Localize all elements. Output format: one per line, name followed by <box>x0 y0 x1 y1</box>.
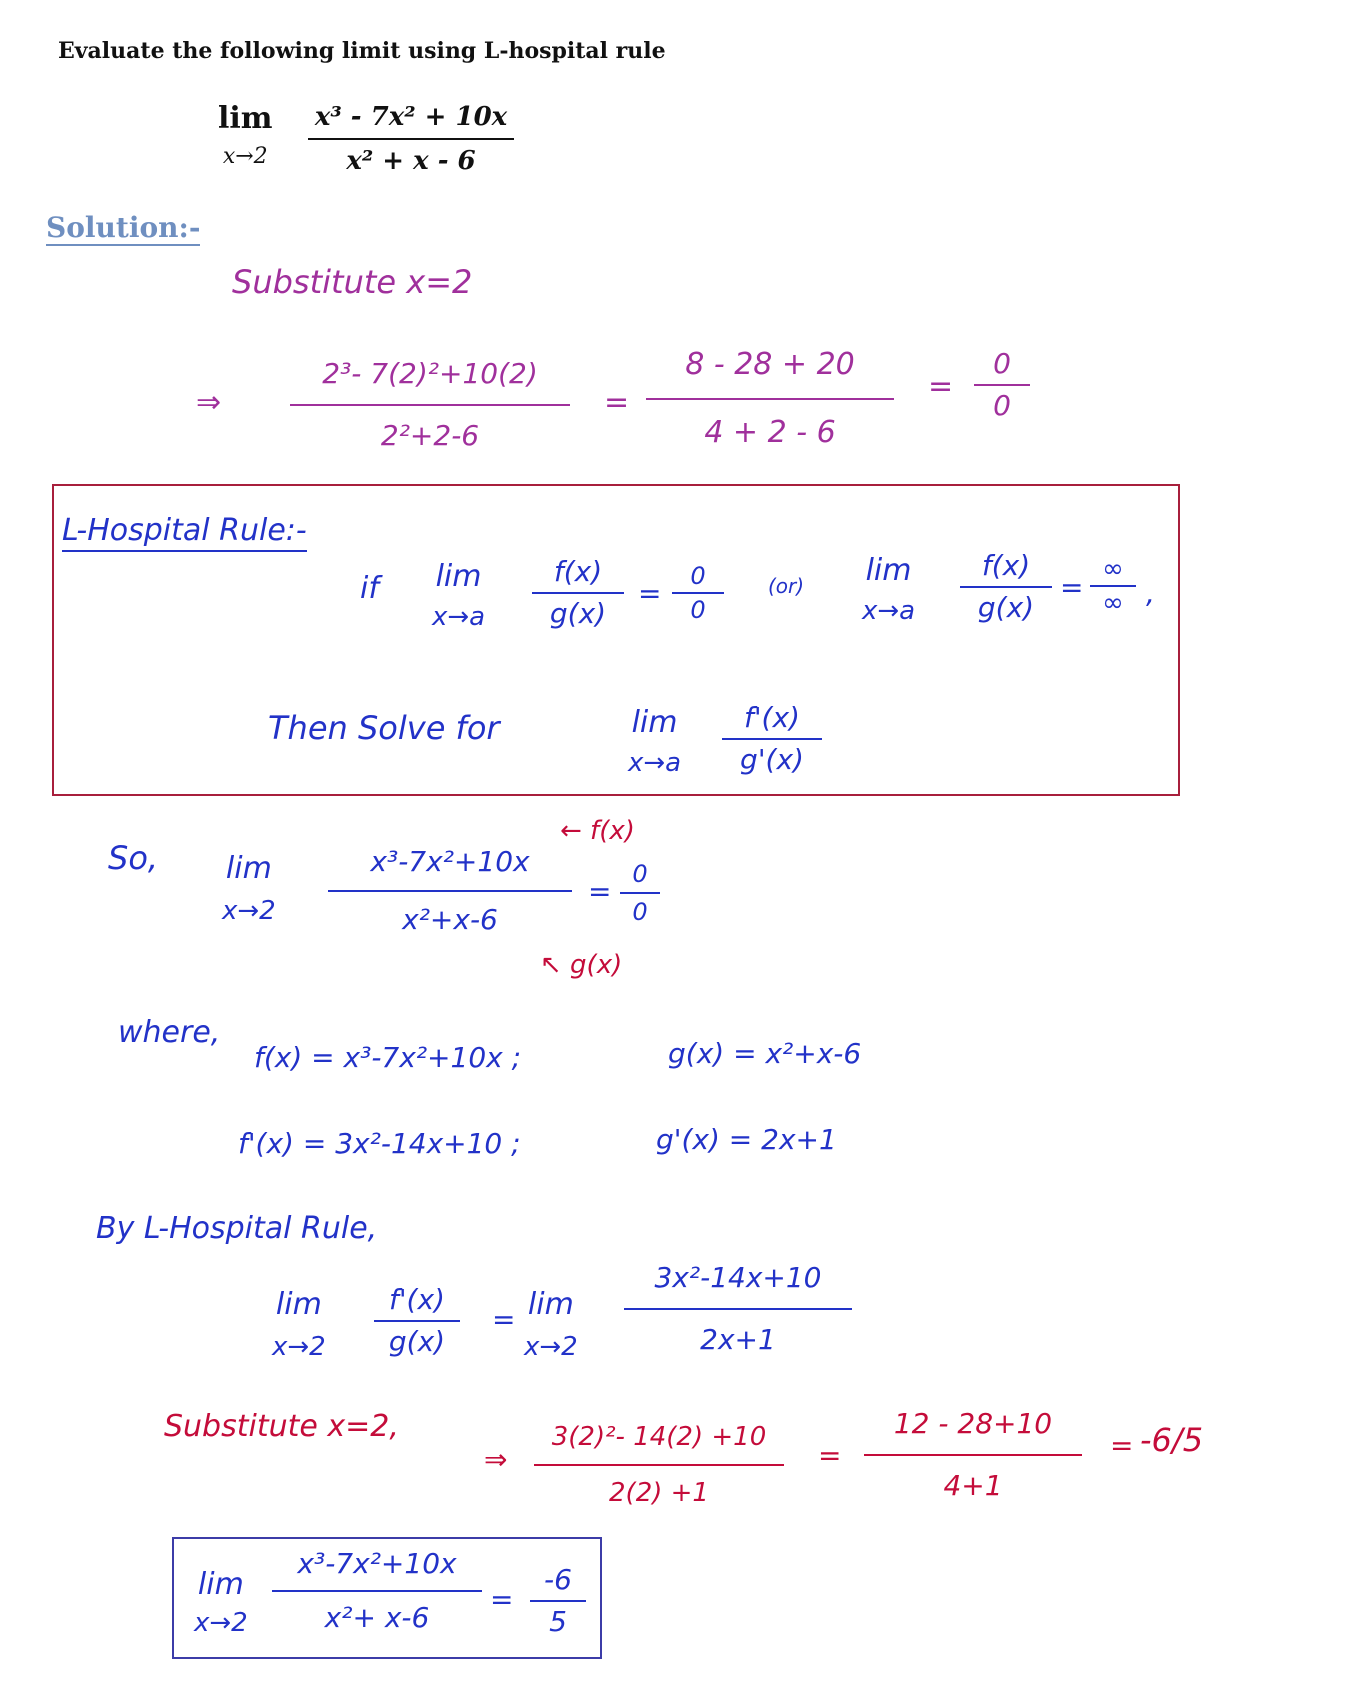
rule-lim-1 <box>432 559 486 632</box>
answer-fraction <box>272 1547 482 1634</box>
rule-f2: f(x) <box>981 549 1031 582</box>
rule-then: Then Solve for <box>268 709 500 747</box>
fraction-bar <box>534 1464 784 1466</box>
substitute2-result: -6/5 <box>1140 1421 1204 1459</box>
rule-title: L-Hospital Rule:- <box>62 516 307 552</box>
rule-g: g(x) <box>549 597 607 630</box>
f-definition: f(x) = x³-7x²+10x ; <box>254 1041 522 1074</box>
rule-fraction-1 <box>532 555 624 630</box>
header-numerator: x³ - 7x² + 10x <box>314 102 508 132</box>
fraction-bar <box>1090 585 1136 587</box>
gp-definition: g'(x) = 2x+1 <box>656 1123 837 1156</box>
lim-subscript: x→2 <box>222 144 268 169</box>
substitute2-denominator-1: 2(2) +1 <box>609 1478 709 1508</box>
rule-equals-1: = <box>638 577 662 610</box>
step1-denominator-3: 0 <box>993 389 1011 422</box>
fraction-bar <box>646 398 894 400</box>
substitute2-numerator-2: 12 - 28+10 <box>893 1407 1053 1440</box>
so-zero-fraction <box>620 862 660 924</box>
so-fraction <box>328 845 572 936</box>
rule-fp: f'(x) <box>744 701 800 734</box>
rule-f: f(x) <box>553 555 603 588</box>
lim-word: lim <box>631 705 678 740</box>
question-text: Evaluate the following limit using L-hospital rule <box>58 38 666 64</box>
rule-zero-num: 0 <box>690 562 706 590</box>
g-definition: g(x) = x²+x-6 <box>668 1037 862 1070</box>
step1-numerator-3: 0 <box>993 347 1011 380</box>
lim-subscript: x→2 <box>222 896 276 926</box>
by-rule-equals: = <box>492 1303 516 1336</box>
substitute2-fraction-1 <box>534 1424 784 1506</box>
fp-definition: f'(x) = 3x²-14x+10 ; <box>238 1127 521 1160</box>
rule-comma: , <box>1146 577 1155 610</box>
step1-denominator-2: 4 + 2 - 6 <box>704 415 836 450</box>
rule-inf-num: ∞ <box>1102 554 1124 584</box>
fraction-bar <box>624 1308 852 1310</box>
substitute2-denominator-2: 4+1 <box>943 1469 1003 1502</box>
substitute2-equals-1: = <box>818 1439 842 1472</box>
fraction-bar <box>290 404 570 406</box>
step1-equals-1: = <box>604 385 630 420</box>
substitute2-instruction: Substitute x=2, <box>164 1409 399 1444</box>
substitute2-equals-2: = <box>1110 1429 1134 1462</box>
rule-g2: g(x) <box>977 591 1035 624</box>
by-rule-gp: g(x) <box>388 1325 446 1358</box>
rule-gp: g'(x) <box>740 743 804 776</box>
fraction-bar <box>620 892 660 894</box>
fraction-bar <box>532 592 624 594</box>
rule-zero-fraction <box>672 564 724 622</box>
so-equals: = <box>588 875 612 908</box>
step1-numerator-1: 2³- 7(2)²+10(2) <box>322 357 538 390</box>
substitute-instruction: Substitute x=2 <box>232 263 473 301</box>
step1-denominator-1: 2²+2-6 <box>380 419 480 452</box>
g-tag: ↖ g(x) <box>540 950 623 980</box>
lim-word: lim <box>865 553 912 588</box>
by-rule-heading: By L-Hospital Rule, <box>96 1211 378 1246</box>
answer-equals: = <box>490 1583 514 1616</box>
lim-word: lim <box>197 1567 244 1602</box>
fraction-bar <box>960 586 1052 588</box>
rule-inf-fraction <box>1090 556 1136 616</box>
by-rule-denominator: 2x+1 <box>700 1323 776 1356</box>
substitute2-numerator-1: 3(2)²- 14(2) +10 <box>551 1422 767 1452</box>
fraction-bar <box>308 138 514 140</box>
so-numerator: x³-7x²+10x <box>370 845 530 878</box>
f-tag: ← f(x) <box>560 816 635 846</box>
so-denominator: x²+x-6 <box>402 903 498 936</box>
answer-denominator: x²+ x-6 <box>324 1601 430 1634</box>
rule-zero-den: 0 <box>690 596 706 624</box>
header-fraction <box>308 104 514 174</box>
lim-subscript: x→2 <box>272 1332 326 1362</box>
fraction-bar <box>672 592 724 594</box>
so-zero-den: 0 <box>632 898 648 926</box>
lim-subscript: x→2 <box>194 1608 248 1638</box>
rule-lim-3 <box>628 705 682 778</box>
fraction-bar <box>864 1454 1082 1456</box>
so-word: So, <box>108 839 159 877</box>
header-lim <box>218 101 273 169</box>
rule-if: if <box>360 571 379 606</box>
fraction-bar <box>722 738 822 740</box>
step1-numerator-2: 8 - 28 + 20 <box>685 347 855 382</box>
by-rule-numerator: 3x²-14x+10 <box>654 1261 822 1294</box>
fraction-bar <box>328 890 572 892</box>
step1-fraction-2 <box>646 347 894 450</box>
lim-word: lim <box>527 1287 574 1322</box>
answer-result <box>530 1563 586 1638</box>
substitute2-arrow: ⇒ <box>484 1443 508 1476</box>
lim-word: lim <box>225 851 272 886</box>
step1-equals-2: = <box>928 369 954 404</box>
solution-label: Solution:- <box>46 211 201 244</box>
header-denominator: x² + x - 6 <box>346 146 476 176</box>
rule-fraction-3 <box>722 701 822 776</box>
step1-fraction-1 <box>290 357 570 452</box>
fraction-bar <box>530 1600 586 1602</box>
lim-subscript: x→a <box>432 602 486 632</box>
lim-subscript: x→a <box>862 596 916 626</box>
lim-word: lim <box>218 101 273 136</box>
lim-word: lim <box>435 559 482 594</box>
substitute2-fraction-2 <box>864 1407 1082 1502</box>
rule-lim-2 <box>862 553 916 626</box>
rule-inf-den: ∞ <box>1102 588 1124 618</box>
lim-subscript: x→a <box>628 748 682 778</box>
rule-equals-2: = <box>1060 571 1084 604</box>
lim-word: lim <box>275 1287 322 1322</box>
answer-numerator: x³-7x²+10x <box>297 1547 457 1580</box>
by-rule-fraction-1 <box>374 1283 460 1358</box>
step1-fraction-3 <box>974 347 1030 422</box>
lim-subscript: x→2 <box>524 1332 578 1362</box>
answer-result-den: 5 <box>549 1605 567 1638</box>
by-rule-fp: f'(x) <box>389 1283 445 1316</box>
rule-or: (or) <box>768 574 805 598</box>
by-rule-fraction-2 <box>624 1261 852 1356</box>
fraction-bar <box>272 1590 482 1592</box>
by-rule-lim-2 <box>524 1287 578 1362</box>
so-zero-num: 0 <box>632 860 648 888</box>
implies-arrow: ⇒ <box>196 385 222 420</box>
so-lim <box>222 851 276 926</box>
where-word: where, <box>118 1015 221 1050</box>
by-rule-lim-1 <box>272 1287 326 1362</box>
fraction-bar <box>374 1320 460 1322</box>
rule-fraction-2 <box>960 549 1052 624</box>
answer-result-num: -6 <box>544 1563 572 1596</box>
answer-lim <box>194 1567 248 1638</box>
fraction-bar <box>974 384 1030 386</box>
